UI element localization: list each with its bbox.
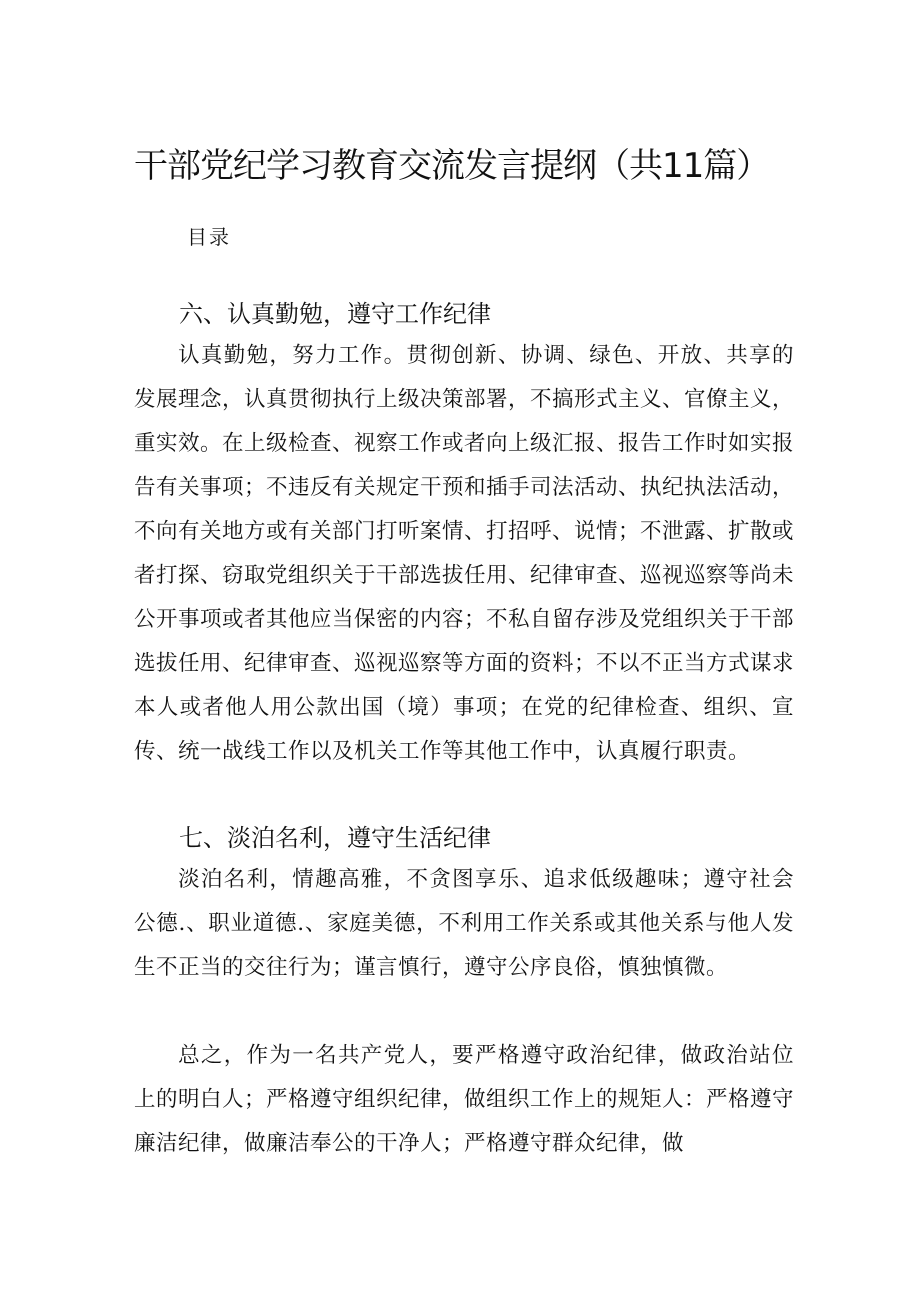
summary-paragraph: 总之，作为一名共产党人，要严格遵守政治纪律，做政治站位上的明白人；严格遵守组织纪律，做组织工作上的规矩人：严格遵守廉洁纪律，做廉洁奉公的干净人；严格遵守群众纪律，做 [134,1043,795,1156]
section-heading: 七、淡泊名利，遵守生活纪律 [179,824,491,852]
section-work-discipline [134,294,794,774]
section-body-paragraph: 淡泊名利，情趣高雅，不贪图享乐、追求低级趣味；遵守社会公德.、职业道德.、家庭美德，不利用工作关系或其他关系与他人发生不正当的交往行为；谨言慎行，遵守公序良俗，慎独慎微。 [134,867,794,980]
section-heading: 六、认真勤勉，遵守工作纪律 [179,300,491,328]
summary-block [134,1034,794,1166]
document-title: 干部党纪学习教育交流发言提纲（共11篇） [134,146,770,186]
section-body-paragraph: 认真勤勉，努力工作。贯彻创新、协调、绿色、开放、共享的发展理念，认真贯彻执行上级决策部署，不搞形式主义、官僚主义，重实效。在上级检查、视察工作或者向上级汇报、报告工作时如实报告有关事项；不违反有关规定干预和插手司法活动、执纪执法活动，不向有关地方或有关部门打听案情、打招呼、说情；不泄露、扩散或者打探、窃取党组织关于干部选拔任用、纪律审查、巡视巡察等尚未公开事项或者其他应当保密的内容；不私自留存涉及党组织关于干部选拔任用、纪律审查、巡视巡察等方面的资料；不以不正当方式谋求本人或者他人用公款出国（境）事项；在党的纪律检查、组织、宣传、统一战线工作以及机关工作等其他工作中，认真履行职责。 [134,343,795,764]
table-of-contents-label: 目录 [187,225,231,249]
section-life-discipline [134,818,794,990]
